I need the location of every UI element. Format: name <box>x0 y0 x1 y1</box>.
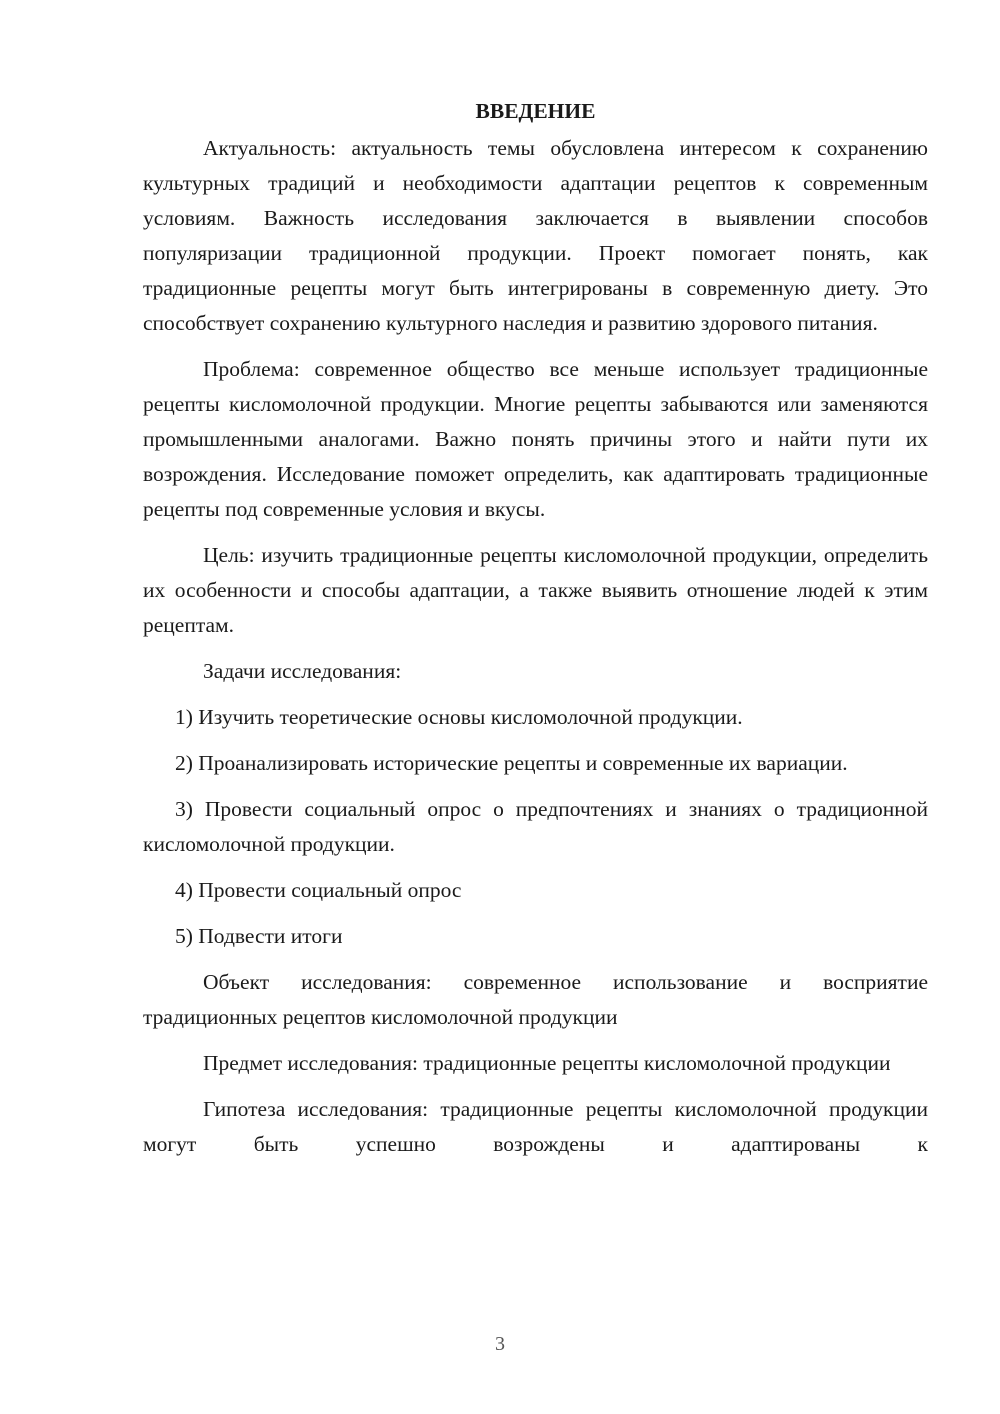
task-item-3: 3) Провести социальный опрос о предпочтениях и знаниях о традиционной кисломолочной продукции. <box>143 797 928 856</box>
task-item-2: 2) Проанализировать исторические рецепты и современные их вариации. <box>175 751 848 775</box>
paragraph-problem: Проблема: современное общество все меньше использует традиционные рецепты кисломолочной продукции. Многие рецепты забываются или заменяются промышленными аналогами. Важно понять причины этого и найти пути их возрождения. Исследование поможет определить, как адаптировать традиционные рецепты под современные условия и вкусы. <box>143 357 928 521</box>
task-item-5: 5) Подвести итоги <box>175 924 343 948</box>
document-body <box>143 96 928 1162</box>
paragraph-subject: Предмет исследования: традиционные рецепты кисломолочной продукции <box>203 1051 891 1075</box>
paragraph-goal: Цель: изучить традиционные рецепты кисломолочной продукции, определить их особенности и способы адаптации, а также выявить отношение людей к этим рецептам. <box>143 543 928 637</box>
tasks-heading: Задачи исследования: <box>203 659 402 683</box>
task-item-4: 4) Провести социальный опрос <box>175 878 462 902</box>
paragraph-relevance: Актуальность: актуальность темы обусловлена интересом к сохранению культурных традиций и необходимости адаптации рецептов к современным условиям. Важность исследования заключается в выявлении способов популяризации традиционной продукции. Проект помогает понять, как традиционные рецепты могут быть интегрированы в современную диету. Это способствует сохранению культурного наследия и развитию здорового питания. <box>143 136 928 335</box>
task-item-1: 1) Изучить теоретические основы кисломолочной продукции. <box>175 705 743 729</box>
paragraph-hypothesis: Гипотеза исследования: традиционные рецепты кисломолочной продукции могут быть успешно возрождены и адаптированы к <box>143 1097 928 1156</box>
paragraph-object: Объект исследования: современное использование и восприятие традиционных рецептов кисломолочной продукции <box>143 970 928 1029</box>
page-title: ВВЕДЕНИЕ <box>475 99 596 123</box>
page-number: 3 <box>495 1333 505 1355</box>
